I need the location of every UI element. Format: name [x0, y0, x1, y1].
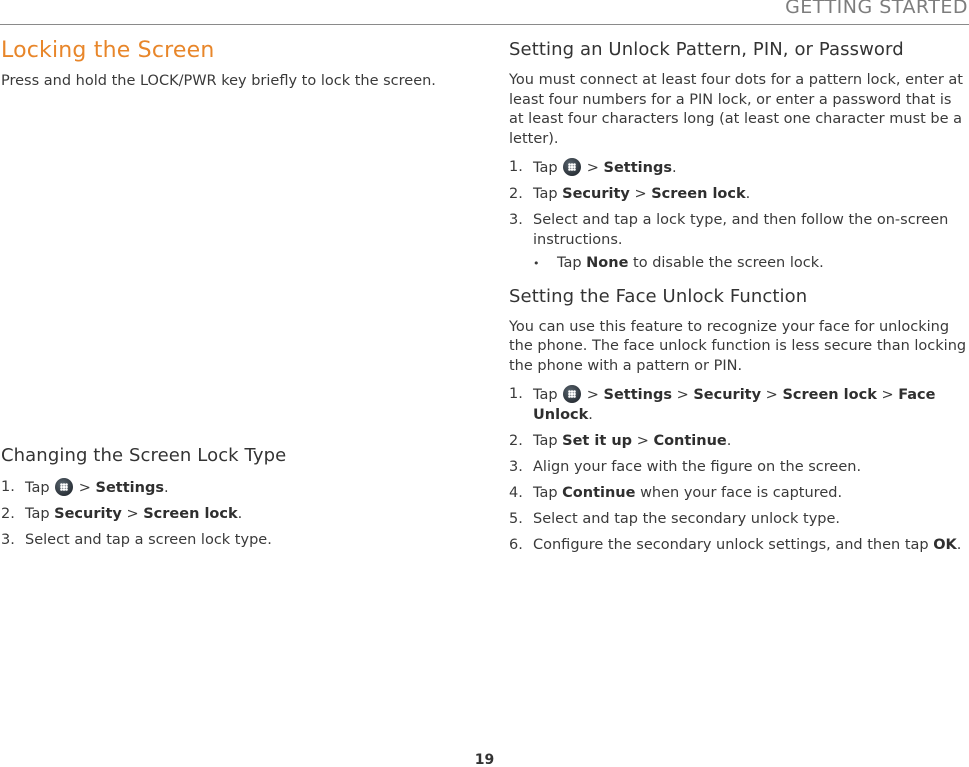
change-type-steps: [1, 478, 461, 551]
list-item: 2. Tap Security > Screen lock.: [1, 505, 243, 522]
list-item: 3. Align your face with the figure on the screen.: [509, 458, 862, 475]
bullet-item: • Tap None to disable the screen lock.: [533, 255, 824, 271]
list-item: 3. Select and tap a screen lock type.: [1, 531, 272, 548]
list-item: 4. Tap Continue when your face is captured.: [509, 484, 843, 501]
page-number: 19: [474, 752, 495, 767]
change-type-title: Changing the Screen Lock Type: [1, 444, 287, 466]
face-title: Setting the Face Unlock Function: [509, 285, 808, 307]
header-divider: [0, 24, 969, 25]
list-item: 2. Tap Set it up > Continue.: [509, 432, 732, 449]
list-item: 2. Tap Security > Screen lock.: [509, 186, 751, 202]
apps-grid-icon: [55, 478, 73, 496]
left-column: [1, 36, 461, 557]
unlock-steps: [509, 158, 969, 274]
list-item: 1. Tap > Settings.: [1, 478, 169, 496]
list-item: 1. Tap > Settings > Security > Screen lock > Face Unlock.: [509, 386, 936, 423]
list-item: 1. Tap > Settings.: [509, 159, 677, 176]
unlock-body: You must connect at least four dots for a pattern lock, enter at least four numbers for a PIN lock, or enter a password that is at least four characters long (at least one character must be a letter).: [509, 72, 963, 147]
apps-grid-icon: [563, 385, 581, 403]
locking-body: Press and hold the LOCK/PWR key briefly to lock the screen.: [1, 73, 436, 89]
list-item: 3. Select and tap a lock type, and then follow the on-screen instructions. • Tap None to disable the screen lock.: [509, 211, 969, 274]
list-item: 6. Configure the secondary unlock settings, and then tap OK.: [509, 536, 962, 553]
list-item: 5. Select and tap the secondary unlock type.: [509, 510, 841, 527]
apps-grid-icon: [563, 158, 581, 176]
section-header: GETTING STARTED: [785, 0, 968, 18]
face-body: You can use this feature to recognize your face for unlocking the phone. The face unlock function is less secure than locking the phone with a pattern or PIN.: [509, 318, 967, 374]
face-steps: [509, 385, 969, 555]
unlock-title: Setting an Unlock Pattern, PIN, or Password: [509, 39, 904, 60]
right-column: [509, 36, 969, 562]
locking-title: Locking the Screen: [1, 38, 215, 63]
